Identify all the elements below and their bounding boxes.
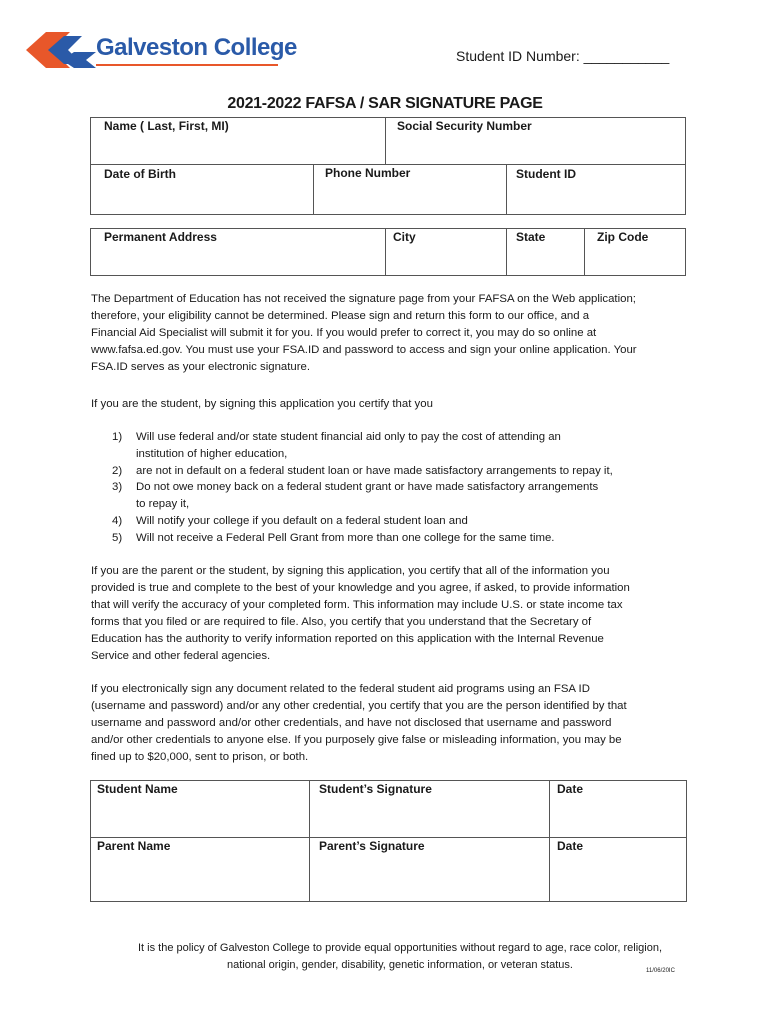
form-code: 11/06/20IC — [646, 968, 675, 974]
student-name-field[interactable]: Student Name — [97, 782, 178, 796]
list-item: institution of higher education, — [136, 448, 288, 460]
paragraph-line: www.fafsa.ed.gov. You must use your FSA.ID and password to access and sign your online application. Your — [91, 344, 637, 356]
phone-number-field[interactable]: Phone Number — [325, 166, 411, 180]
paragraph-line: Financial Aid Specialist will submit it for you. If you would prefer to correct it, you may do so online at — [91, 327, 597, 339]
list-item: Will use federal and/or state student financial aid only to pay the cost of attending an — [136, 431, 561, 443]
paragraph-line: therefore, your eligibility cannot be determined. Please sign and return this form to our office, and a — [91, 310, 590, 322]
student-id-field[interactable]: Student ID — [516, 167, 576, 181]
page-title: 2021-2022 FAFSA / SAR SIGNATURE PAGE — [227, 95, 543, 112]
signature-table-divider — [90, 837, 687, 838]
address-table-col-divider — [584, 228, 585, 276]
list-number: 5) — [112, 532, 123, 544]
list-number: 4) — [112, 515, 123, 527]
footer-line: It is the policy of Galveston College to provide equal opportunities without regard to age, race color, religion, — [137, 942, 663, 954]
list-item: are not in default on a federal student loan or have made satisfactory arrangements to repay it, — [136, 465, 613, 477]
address-table-col-divider — [385, 228, 386, 276]
permanent-address-field[interactable]: Permanent Address — [104, 230, 217, 244]
paragraph-line: If you electronically sign any document related to the federal student aid programs using an FSA ID — [91, 683, 590, 695]
student-signature-field[interactable]: Student’s Signature — [319, 782, 432, 796]
intro-paragraph — [91, 291, 691, 376]
paragraph-line: that will verify the accuracy of your completed form. This information may include U.S. or state income tax — [91, 599, 623, 611]
list-number: 2) — [112, 465, 123, 477]
logo-wordmark: Galveston College — [96, 34, 297, 61]
ssn-field[interactable]: Social Security Number — [397, 119, 532, 133]
paragraph-line: The Department of Education has not received the signature page from your FAFSA on the Web application; — [91, 293, 636, 305]
city-field[interactable]: City — [393, 230, 416, 244]
name-field[interactable]: Name ( Last, First, MI) — [104, 119, 229, 133]
signature-table-col-divider — [309, 780, 310, 902]
list-item: Will notify your college if you default on a federal student loan and — [136, 515, 468, 527]
footer-line: national origin, gender, disability, genetic information, or veteran status. — [227, 959, 573, 971]
logo-underline — [96, 64, 278, 66]
state-field[interactable]: State — [516, 230, 546, 244]
paragraph-line: Service and other federal agencies. — [91, 650, 271, 662]
parent-name-field[interactable]: Parent Name — [97, 839, 171, 853]
parent-signature-field[interactable]: Parent’s Signature — [319, 839, 425, 853]
paragraph-line: If you are the parent or the student, by signing this application, you certify that all of the information you — [91, 565, 610, 577]
student-certification-intro: If you are the student, by signing this application you certify that you — [91, 398, 433, 410]
address-table-col-divider — [506, 228, 507, 276]
list-number: 1) — [112, 431, 123, 443]
paragraph-line: username and password and/or other credentials, and have not disclosed that username and password — [91, 717, 612, 729]
info-table-col-divider — [313, 164, 314, 215]
electronic-signature-paragraph — [91, 681, 691, 766]
info-table-col-divider — [385, 117, 386, 165]
paragraph-line: FSA.ID serves as your electronic signature. — [91, 361, 311, 373]
list-item: Will not receive a Federal Pell Grant from more than one college for the same time. — [136, 532, 555, 544]
parent-certification-paragraph — [91, 563, 691, 665]
paragraph-line: provided is true and complete to the best of your knowledge and you agree, if asked, to provide information — [91, 582, 630, 594]
paragraph-line: forms that you filed or are required to file. Also, you certify that you understand that the Secretary of — [91, 616, 592, 628]
zip-code-field[interactable]: Zip Code — [597, 230, 649, 244]
paragraph-line: (username and password) and/or any other credential, you certify that you are the person identified by that — [91, 700, 627, 712]
paragraph-line: fined up to $20,000, sent to prison, or both. — [91, 751, 309, 763]
list-item: to repay it, — [136, 498, 190, 510]
info-table-col-divider — [506, 164, 507, 215]
paragraph-line: and/or other credentials to anyone else. If you purposely give false or misleading information, you may be — [91, 734, 622, 746]
student-date-field[interactable]: Date — [557, 782, 584, 796]
signature-table-col-divider — [549, 780, 550, 902]
paragraph-line: Education has the authority to verify information reported on this application with the Internal Revenue — [91, 633, 604, 645]
info-table-divider — [90, 164, 686, 165]
parent-date-field[interactable]: Date — [557, 839, 584, 853]
list-number: 3) — [112, 481, 123, 493]
student-id-number-field[interactable]: Student ID Number: ___________ — [456, 48, 670, 64]
date-of-birth-field[interactable]: Date of Birth — [104, 167, 176, 181]
list-item: Do not owe money back on a federal student grant or have made satisfactory arrangements — [136, 481, 599, 493]
